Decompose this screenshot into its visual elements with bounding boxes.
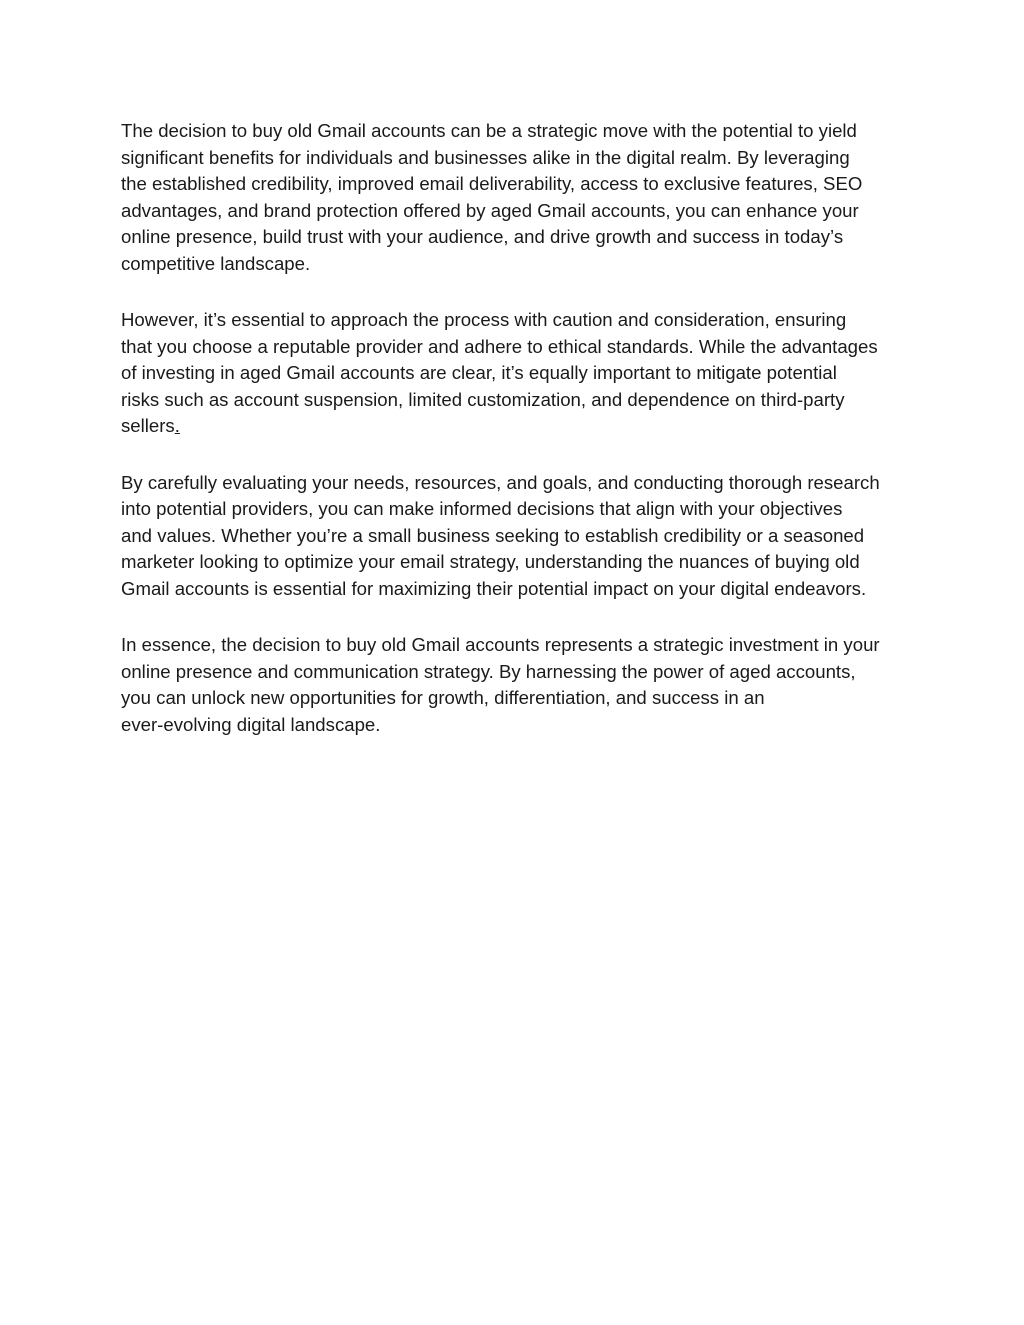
paragraph-line: marketer looking to optimize your email strategy, understanding the nuances of buying old (121, 551, 860, 572)
paragraph-line: By carefully evaluating your needs, resources, and goals, and conducting thorough research (121, 471, 880, 493)
paragraph-line: and values. Whether you’re a small business seeking to establish credibility or a seasoned (121, 524, 865, 546)
paragraph-line: risks such as account suspension, limited customization, and dependence on third-party (121, 388, 845, 410)
paragraph-line-last (121, 413, 921, 440)
paragraph-line: However, it’s essential to approach the process with caution and consideration, ensuring (121, 309, 847, 330)
paragraph-line: into potential providers, you can make informed decisions that align with your objectives (121, 498, 843, 519)
paragraph-line: online presence, build trust with your audience, and drive growth and success in today’s (121, 226, 844, 247)
paragraph-line: Gmail accounts is essential for maximizing their potential impact on your digital endeavors. (121, 577, 867, 599)
paragraph-line: significant benefits for individuals and businesses alike in the digital realm. By leveraging (121, 146, 850, 168)
paragraph-3 (121, 470, 921, 603)
paragraph-line: that you choose a reputable provider and adhere to ethical standards. While the advantages (121, 335, 878, 357)
paragraph-line: In essence, the decision to buy old Gmail accounts represents a strategic investment in your (121, 634, 880, 655)
paragraph-line: the established credibility, improved email deliverability, access to exclusive features, SEO (121, 173, 863, 194)
inline-link[interactable]: . (174, 415, 180, 436)
paragraph-line: you can unlock new opportunities for growth, differentiation, and success in an (121, 687, 765, 708)
paragraph-4 (121, 632, 921, 738)
paragraph-1 (121, 118, 921, 277)
document-body (121, 118, 921, 768)
paragraph-line: competitive landscape. (121, 252, 311, 274)
paragraph-line: online presence and communication strategy. By harnessing the power of aged accounts, (121, 660, 856, 682)
paragraph-text: sellers (121, 415, 175, 436)
paragraph-line: of investing in aged Gmail accounts are clear, it’s equally important to mitigate potential (121, 362, 837, 383)
paragraph-2 (121, 307, 921, 440)
paragraph-line: advantages, and brand protection offered by aged Gmail accounts, you can enhance your (121, 199, 859, 221)
paragraph-line: ever-evolving digital landscape. (121, 713, 381, 735)
paragraph-line: The decision to buy old Gmail accounts can be a strategic move with the potential to yield (121, 120, 857, 141)
